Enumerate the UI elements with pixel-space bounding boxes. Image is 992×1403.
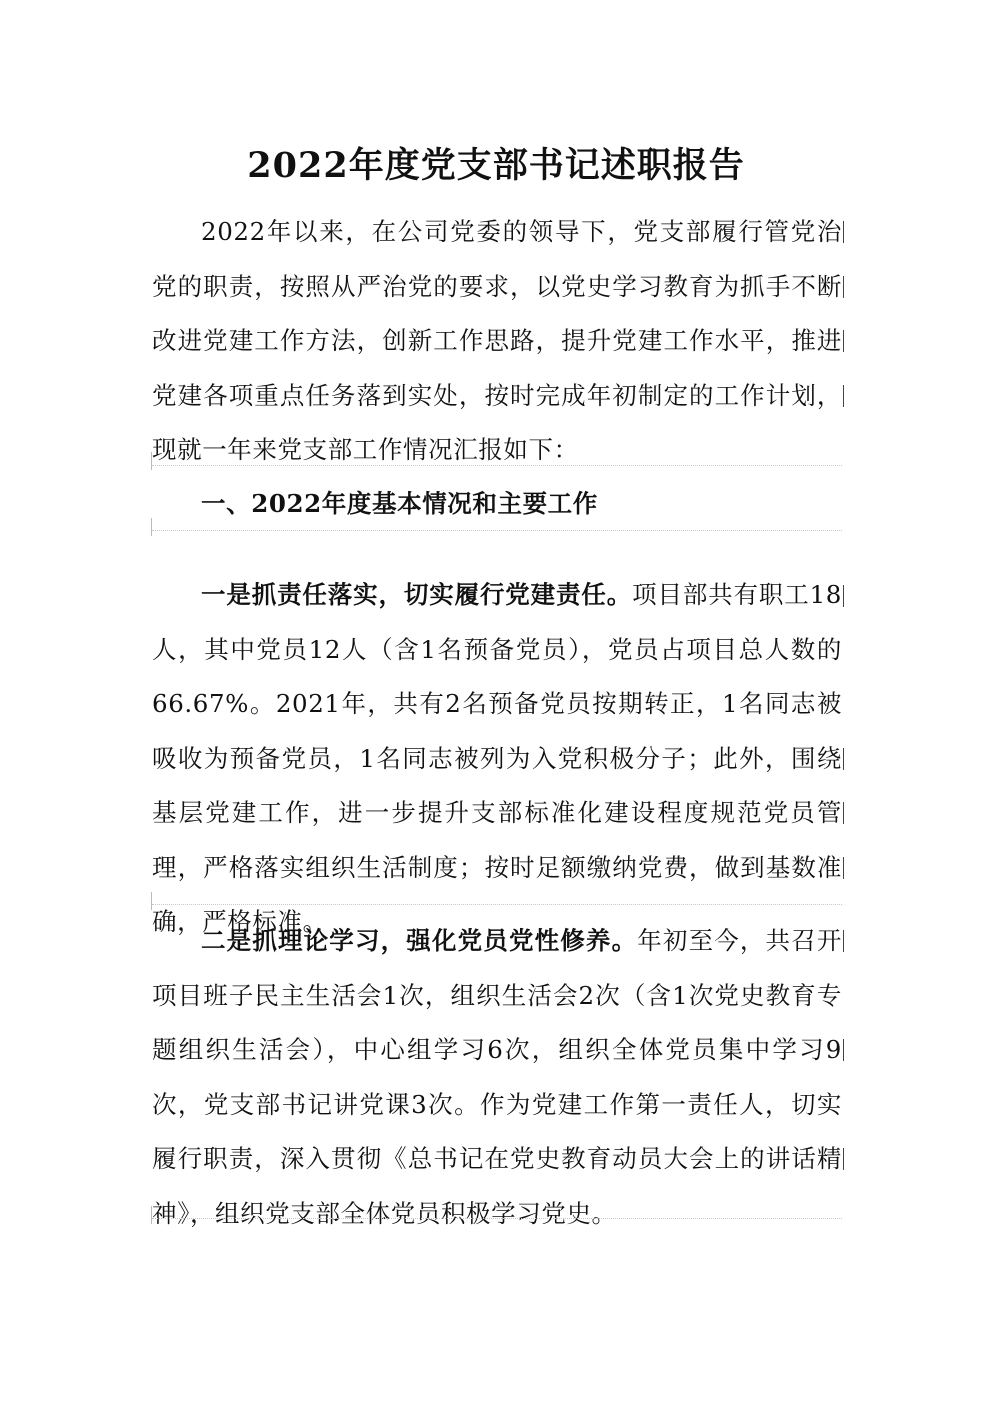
margin-marker: [151, 1206, 152, 1224]
intro-paragraph: 2022年以来，在公司党委的领导下，党支部履行管党治党的职责，按照从严治党的要求，以党史学习教育为抓手不断改进党建工作方法，创新工作思路，提升党建工作水平，推进党建各项重点任务落到实处，按时完成年初制定的工作计划，现就一年来党支部工作情况汇报如下：: [152, 217, 842, 464]
paragraph-divider: [152, 465, 842, 466]
line-end-marker: [843, 748, 844, 770]
margin-marker: [151, 518, 152, 536]
line-end-marker: [843, 276, 844, 298]
paragraph-body: 项目部共有职工18人，其中党员12人（含1名预备党员），党员占项目总人数的66.67%。2021年，共有2名预备党员按期转正，1名同志被吸收为预备党员，1名同志被列为入党积极分子；此外，围绕基层党建工作，进一步提升支部标准化建设程度规范党员管理，严格落实组织生活制度；按时足额缴纳党费，做到基数准确，严格标准。: [152, 580, 842, 936]
margin-marker: [151, 892, 152, 910]
paragraph-divider: [152, 1218, 842, 1219]
line-end-marker: [843, 1148, 844, 1170]
paragraph-divider: [152, 530, 842, 531]
line-end-marker: [843, 930, 844, 952]
line-end-marker: [843, 330, 844, 352]
line-end-marker: [843, 221, 844, 243]
margin-marker: [151, 452, 152, 470]
section-heading: 一、2022年度基本情况和主要工作: [201, 489, 598, 518]
document-title: 2022年度党支部书记述职报告: [247, 145, 745, 186]
line-end-marker: [843, 857, 844, 879]
line-end-marker: [843, 385, 844, 407]
paragraph-lead: 二是抓理论学习，强化党员党性修养。: [201, 926, 638, 955]
paragraph-body: 年初至今，共召开项目班子民主生活会1次，组织生活会2次（含1次党史教育专题组织生活会），中心组学习6次，组织全体党员集中学习9次，党支部书记讲党课3次。作为党建工作第一责任人，切实履行职责，深入贯彻《总书记在党史教育动员大会上的讲话精神》，组织党支部全体党员积极学习党史。: [152, 926, 842, 1228]
line-end-marker: [843, 1039, 844, 1061]
body-paragraph-2: [152, 914, 842, 1241]
line-end-marker: [843, 802, 844, 824]
paragraph-divider: [152, 904, 842, 905]
line-end-marker: [843, 585, 844, 607]
paragraph-lead: 一是抓责任落实，切实履行党建责任。: [201, 580, 633, 609]
body-paragraph-1: [152, 568, 842, 950]
